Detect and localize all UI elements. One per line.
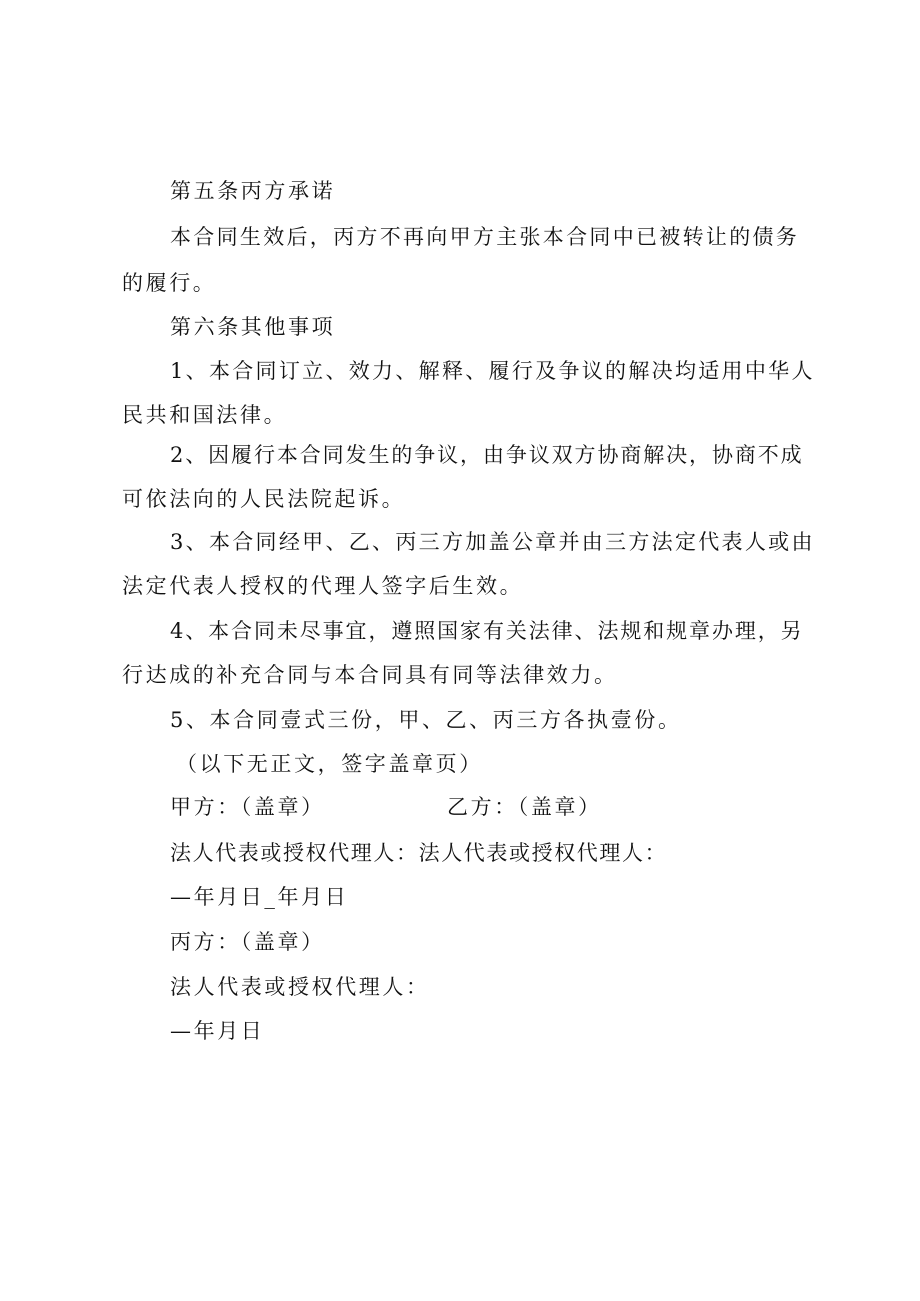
article6-title: 第六条其他事项 xyxy=(170,315,336,339)
clause4-line2: 行达成的补充合同与本合同具有同等法律效力。 xyxy=(122,663,618,687)
party-c-seal: 丙方：（盖章） xyxy=(170,930,325,954)
clause2-line2: 可依法向的人民法院起诉。 xyxy=(122,487,406,511)
article5-body-line2: 的履行。 xyxy=(122,271,217,295)
clause1-line1: 1、本合同订立、效力、解释、履行及争议的解决均适用中华人 xyxy=(170,359,815,383)
seal-row-ab xyxy=(170,792,770,822)
article5-title: 第五条丙方承诺 xyxy=(170,179,336,203)
clause5: 5、本合同壹式三份，甲、乙、丙三方各执壹份。 xyxy=(170,708,682,732)
party-b-seal: 乙方：（盖章） xyxy=(447,795,602,819)
no-text-below-note: （以下无正文，签字盖章页） xyxy=(176,752,483,776)
date-ab: —年月日_年月日 xyxy=(170,885,349,909)
article5-body-line1: 本合同生效后，丙方不再向甲方主张本合同中已被转让的债务 xyxy=(170,225,800,249)
date-c: —年月日 xyxy=(170,1019,265,1043)
clause4-line1: 4、本合同未尽事宜，遵照国家有关法律、法规和规章办理，另 xyxy=(170,619,804,643)
representative-ab: 法人代表或授权代理人：法人代表或授权代理人： xyxy=(170,841,668,865)
representative-c: 法人代表或授权代理人： xyxy=(170,975,430,999)
clause1-line2: 民共和国法律。 xyxy=(122,403,288,427)
clause3-line2: 法定代表人授权的代理人签字后生效。 xyxy=(122,574,524,598)
party-a-seal: 甲方：（盖章） xyxy=(170,795,325,819)
clause2-line1: 2、因履行本合同发生的争议，由争议双方协商解决，协商不成 xyxy=(170,443,804,467)
clause3-line1: 3、本合同经甲、乙、丙三方加盖公章并由三方法定代表人或由 xyxy=(170,530,815,554)
